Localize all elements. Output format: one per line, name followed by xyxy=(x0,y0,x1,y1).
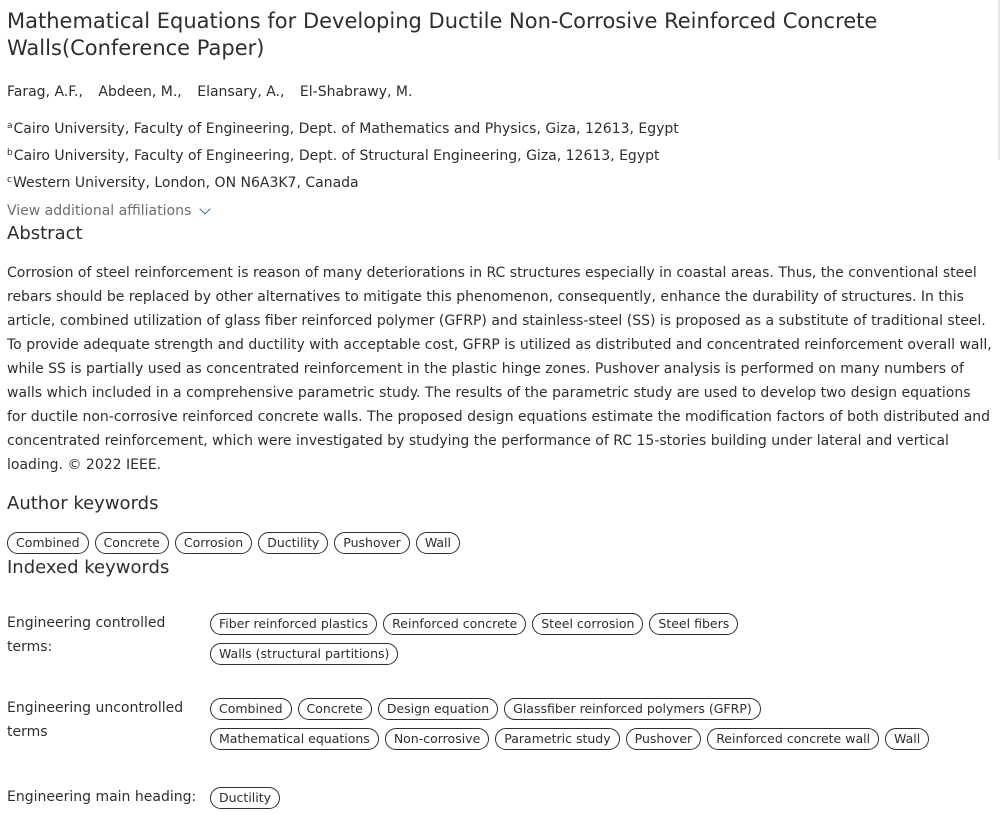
keyword-chip[interactable]: Reinforced concrete xyxy=(383,613,526,635)
keyword-chip[interactable]: Wall xyxy=(885,728,929,750)
indexed-group-label: Engineering controlled terms: xyxy=(7,615,166,655)
keyword-chip[interactable]: Wall xyxy=(416,532,460,554)
affiliation-list xyxy=(7,114,993,195)
abstract-text: Corrosion of steel reinforcement is reason of many deteriorations in RC structures especially in coastal areas. Thus, the conventional steel rebars should be replaced by other alternatives to mitigate this phenomenon, consequently, enhance the durability of structures. In this article, combined utilization of glass fiber reinforced polymer (GFRP) and stainless-steel (SS) is proposed as a substitute of traditional steel. To provide adequate strength and ductility with acceptable cost, GFRP is utilized as distributed and concentrated reinforcement overall wall, while SS is partially used as concentrated reinforcement in the plastic hinge zones. Pushover analysis is performed on many numbers of walls which included in a comprehensive parametric study. The results of the parametric study are used to develop two design equations for ductile non-corrosive reinforced concrete walls. The proposed design equations estimate the modification factors of both distributed and concentrated reinforcement, which were investigated by studying the performance of RC 15-stories building under lateral and vertical loading. © 2022 IEEE. xyxy=(7,265,992,473)
keyword-chip[interactable]: Mathematical equations xyxy=(210,728,379,750)
view-additional-affiliations-label: View additional affiliations xyxy=(7,203,192,219)
indexed-keyword-group xyxy=(7,696,993,750)
keyword-chip[interactable]: Ductility xyxy=(258,532,328,554)
page-title: Mathematical Equations for Developing Ductile Non-Corrosive Reinforced Concrete Walls(Conference Paper) xyxy=(7,9,878,60)
keyword-chip[interactable]: Steel corrosion xyxy=(532,613,643,635)
keyword-chip[interactable]: Combined xyxy=(210,698,292,720)
article-page xyxy=(7,0,993,809)
indexed-keyword-list xyxy=(210,696,930,750)
author-link[interactable]: Farag, A.F., xyxy=(7,84,83,100)
keyword-chip[interactable]: Concrete xyxy=(95,532,169,554)
affiliation xyxy=(7,141,993,168)
indexed-keyword-group xyxy=(7,785,993,809)
indexed-keyword-group xyxy=(7,611,993,665)
author-keyword-list xyxy=(7,532,993,554)
author-keywords-heading: Author keywords xyxy=(7,493,159,514)
affiliation-mark: c xyxy=(7,175,12,185)
keyword-chip[interactable]: Corrosion xyxy=(175,532,252,554)
keyword-chip[interactable]: Glassfiber reinforced polymers (GFRP) xyxy=(504,698,761,720)
abstract-heading: Abstract xyxy=(7,223,83,244)
keyword-chip[interactable]: Non-corrosive xyxy=(385,728,489,750)
indexed-keyword-list xyxy=(210,611,930,665)
keyword-chip[interactable]: Ductility xyxy=(210,787,280,809)
keyword-chip[interactable]: Combined xyxy=(7,532,89,554)
view-additional-affiliations-link[interactable] xyxy=(7,201,209,221)
keyword-chip[interactable]: Reinforced concrete wall xyxy=(707,728,879,750)
affiliation xyxy=(7,114,993,141)
affiliation-mark: a xyxy=(7,121,13,131)
keyword-chip[interactable]: Parametric study xyxy=(495,728,619,750)
author-link[interactable]: El-Shabrawy, M. xyxy=(299,84,413,100)
affiliation xyxy=(7,168,993,195)
keyword-chip[interactable]: Pushover xyxy=(334,532,410,554)
chevron-down-icon xyxy=(200,203,211,214)
keyword-chip[interactable]: Pushover xyxy=(626,728,702,750)
author-link[interactable]: Elansary, A., xyxy=(197,84,285,100)
keyword-chip[interactable]: Steel fibers xyxy=(649,613,738,635)
affiliation-text: Cairo University, Faculty of Engineering, Dept. of Structural Engineering, Giza, 12613, Egypt xyxy=(13,148,660,164)
affiliation-text: Cairo University, Faculty of Engineering, Dept. of Mathematics and Physics, Giza, 12613, Egypt xyxy=(13,121,679,137)
keyword-chip[interactable]: Concrete xyxy=(298,698,372,720)
affiliation-text: Western University, London, ON N6A3K7, Canada xyxy=(12,175,359,191)
indexed-keyword-list xyxy=(210,785,930,809)
author-list xyxy=(7,82,993,102)
keyword-chip[interactable]: Fiber reinforced plastics xyxy=(210,613,377,635)
author-link[interactable]: Abdeen, M., xyxy=(98,84,182,100)
indexed-keywords-heading: Indexed keywords xyxy=(7,557,170,578)
indexed-group-label: Engineering main heading: xyxy=(7,789,197,805)
keyword-chip[interactable]: Design equation xyxy=(378,698,498,720)
affiliation-mark: b xyxy=(7,148,13,158)
keyword-chip[interactable]: Walls (structural partitions) xyxy=(210,643,398,665)
indexed-group-label: Engineering uncontrolled terms xyxy=(7,700,184,740)
